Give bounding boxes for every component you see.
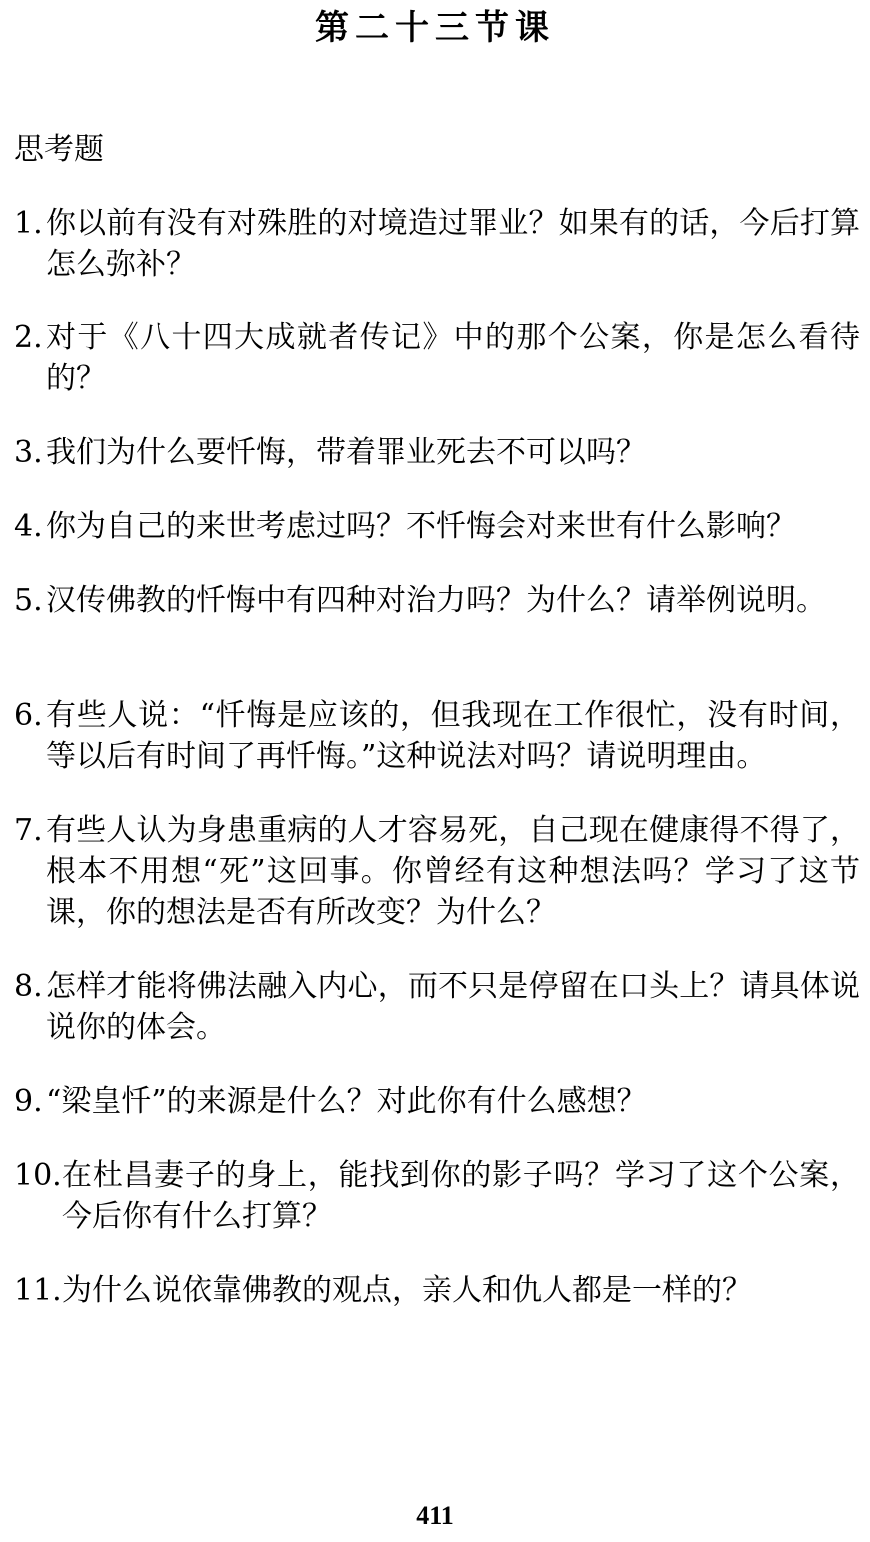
question-item <box>14 506 860 547</box>
question-text: 在杜昌妻子的身上，能找到你的影子吗？学习了这个公案，今后你有什么打算？ <box>62 1158 860 1234</box>
question-item <box>14 203 860 285</box>
question-number: 6. <box>14 698 43 733</box>
question-item <box>14 1155 860 1237</box>
question-text: 怎样才能将佛法融入内心，而不只是停留在口头上？请具体说说你的体会。 <box>46 969 860 1045</box>
question-number: 2. <box>14 320 43 355</box>
section-heading: 思考题 <box>14 132 104 167</box>
question-number: 3. <box>14 435 43 470</box>
question-text: 对于《八十四大成就者传记》中的那个公案，你是怎么看待的？ <box>46 320 860 396</box>
question-item <box>14 1081 860 1122</box>
question-item <box>14 695 860 777</box>
page-title: 第二十三节课 <box>315 8 555 48</box>
question-text: 有些人认为身患重病的人才容易死，自己现在健康得不得了，根本不用想“死”这回事。你曾经有这种想法吗？学习了这节课，你的想法是否有所改变？为什么？ <box>46 813 860 930</box>
question-item <box>14 580 860 621</box>
question-number: 1. <box>14 206 43 241</box>
question-text: 为什么说依靠佛教的观点，亲人和仇人都是一样的？ <box>62 1273 752 1308</box>
question-text: 你以前有没有对殊胜的对境造过罪业？如果有的话，今后打算怎么弥补？ <box>46 206 860 282</box>
question-text: 有些人说：“忏悔是应该的，但我现在工作很忙，没有时间，等以后有时间了再忏悔。”这种说法对吗？请说明理由。 <box>46 698 860 774</box>
question-number: 5. <box>14 583 43 618</box>
question-number: 11. <box>14 1273 62 1308</box>
question-item <box>14 966 860 1048</box>
question-text: 汉传佛教的忏悔中有四种对治力吗？为什么？请举例说明。 <box>46 583 826 618</box>
question-number: 10. <box>14 1158 62 1193</box>
question-number: 7. <box>14 813 43 848</box>
question-number: 4. <box>14 509 43 544</box>
question-text: 我们为什么要忏悔，带着罪业死去不可以吗？ <box>46 435 646 470</box>
question-item <box>14 317 860 399</box>
question-text: “梁皇忏”的来源是什么？对此你有什么感想？ <box>46 1084 647 1119</box>
question-number: 9. <box>14 1084 43 1119</box>
question-item <box>14 432 860 473</box>
page-number: 411 <box>416 1501 454 1530</box>
question-text: 你为自己的来世考虑过吗？不忏悔会对来世有什么影响？ <box>46 509 796 544</box>
question-item <box>14 810 860 933</box>
question-number: 8. <box>14 969 43 1004</box>
question-item <box>14 1270 860 1311</box>
